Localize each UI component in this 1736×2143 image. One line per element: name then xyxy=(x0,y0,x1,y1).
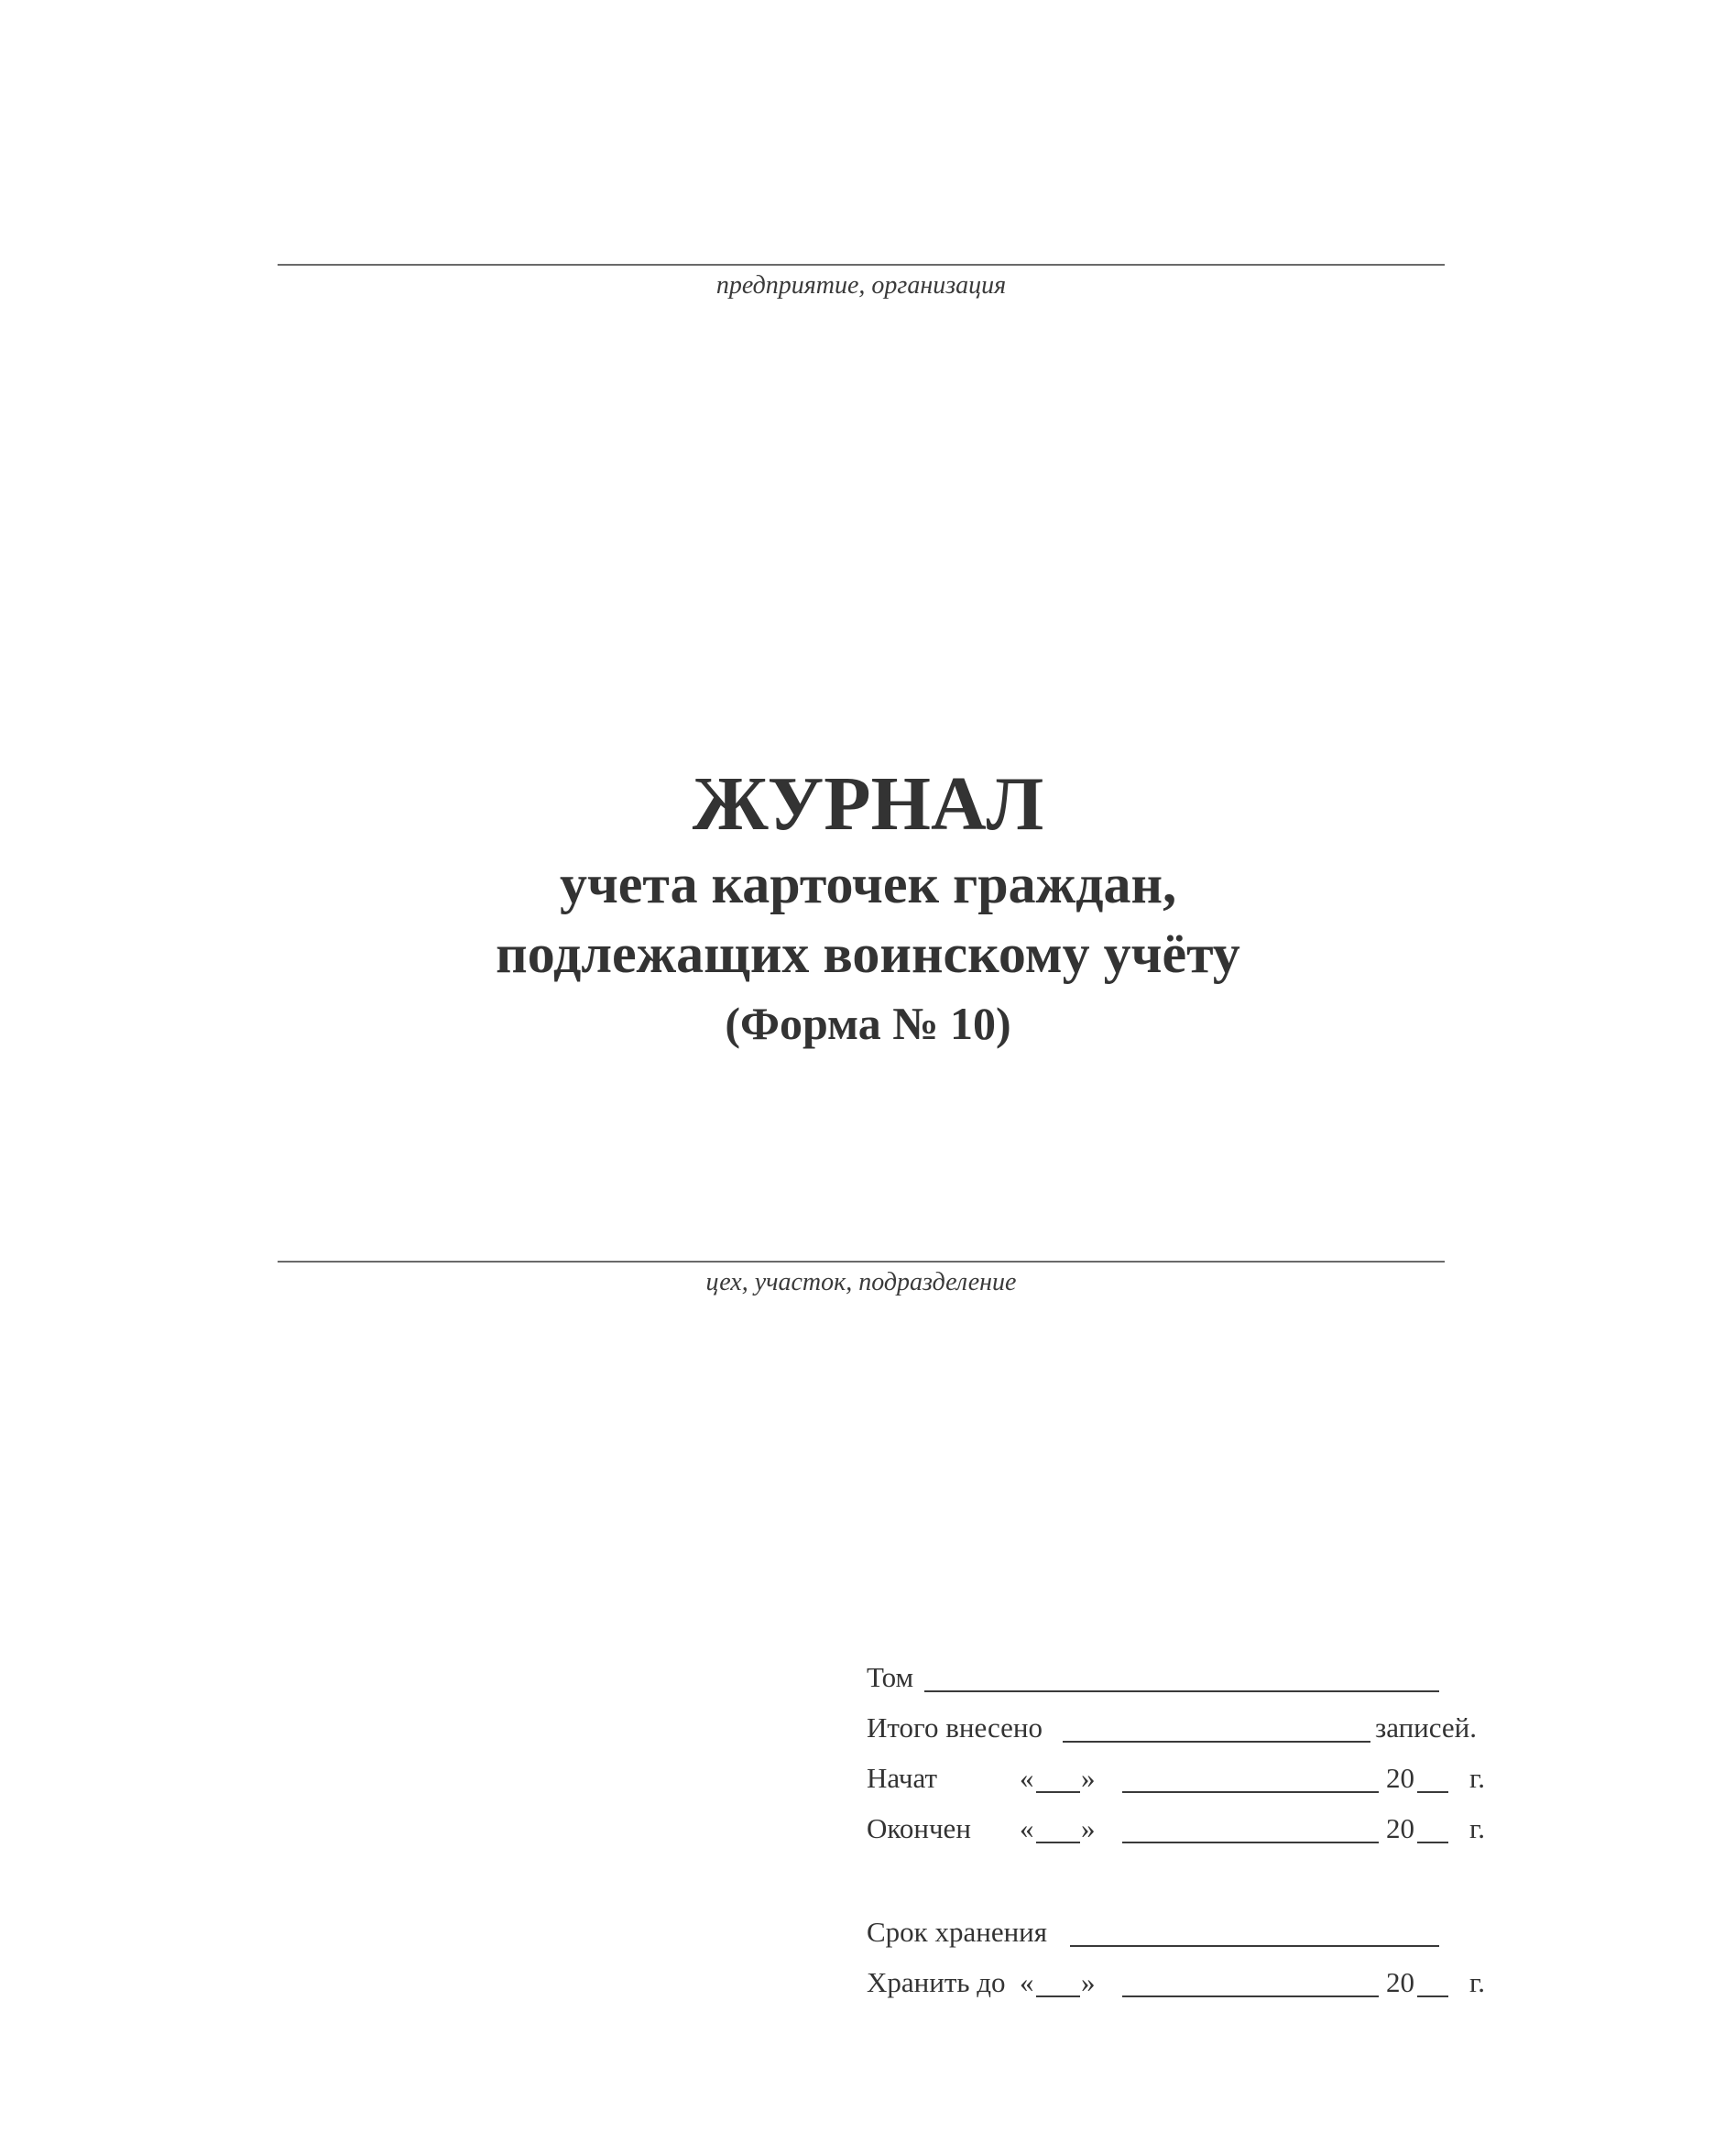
entries-suffix: записей. xyxy=(1375,1711,1478,1744)
finished-row xyxy=(867,1814,1490,1851)
started-year-prefix: 20 xyxy=(1386,1762,1414,1794)
journal-title: ЖУРНАЛ xyxy=(692,761,1044,847)
finished-close-quote: » xyxy=(1081,1812,1096,1844)
retention-blank[interactable] xyxy=(1070,1945,1439,1947)
finished-year-prefix: 20 xyxy=(1386,1812,1414,1844)
department-caption: цех, участок, подразделение xyxy=(705,1268,1017,1296)
keep-until-close-quote: » xyxy=(1081,1966,1096,1998)
started-day-blank[interactable] xyxy=(1036,1791,1080,1793)
finished-open-quote: « xyxy=(1020,1812,1034,1844)
started-close-quote: » xyxy=(1081,1762,1096,1794)
retention-row xyxy=(867,1918,1490,1954)
keep-until-month-blank[interactable] xyxy=(1122,1995,1379,1997)
keep-until-day-blank[interactable] xyxy=(1036,1995,1080,1997)
finished-day-blank[interactable] xyxy=(1036,1842,1080,1843)
started-year-blank[interactable] xyxy=(1417,1791,1448,1793)
keep-until-year-prefix: 20 xyxy=(1386,1966,1414,1998)
volume-blank[interactable] xyxy=(924,1690,1439,1692)
retention-label: Срок хранения xyxy=(867,1916,1048,1948)
volume-row xyxy=(867,1663,1490,1700)
department-line[interactable] xyxy=(278,1261,1445,1263)
entries-blank[interactable] xyxy=(1063,1741,1370,1743)
entries-row xyxy=(867,1713,1490,1750)
keep-until-row xyxy=(867,1968,1490,2005)
keep-until-label: Хранить до xyxy=(867,1966,1006,1998)
started-row xyxy=(867,1764,1490,1800)
started-month-blank[interactable] xyxy=(1122,1791,1379,1793)
keep-until-year-blank[interactable] xyxy=(1417,1995,1448,1997)
finished-year-suffix: г. xyxy=(1469,1812,1485,1844)
journal-subtitle-line-1: учета карточек граждан, xyxy=(559,854,1177,914)
finished-year-blank[interactable] xyxy=(1417,1842,1448,1843)
entries-label: Итого внесено xyxy=(867,1711,1043,1744)
keep-until-year-suffix: г. xyxy=(1469,1966,1485,1998)
journal-subtitle-line-2: подлежащих воинскому учёту xyxy=(496,924,1240,984)
finished-label: Окончен xyxy=(867,1812,971,1844)
started-year-suffix: г. xyxy=(1469,1762,1485,1794)
started-label: Начат xyxy=(867,1762,938,1794)
finished-month-blank[interactable] xyxy=(1122,1842,1379,1843)
started-open-quote: « xyxy=(1020,1762,1034,1794)
keep-until-open-quote: « xyxy=(1020,1966,1034,1998)
organization-caption: предприятие, организация xyxy=(715,271,1007,300)
form-number: (Форма № 10) xyxy=(725,998,1011,1049)
volume-label: Том xyxy=(867,1661,914,1693)
organization-line[interactable] xyxy=(278,264,1445,266)
